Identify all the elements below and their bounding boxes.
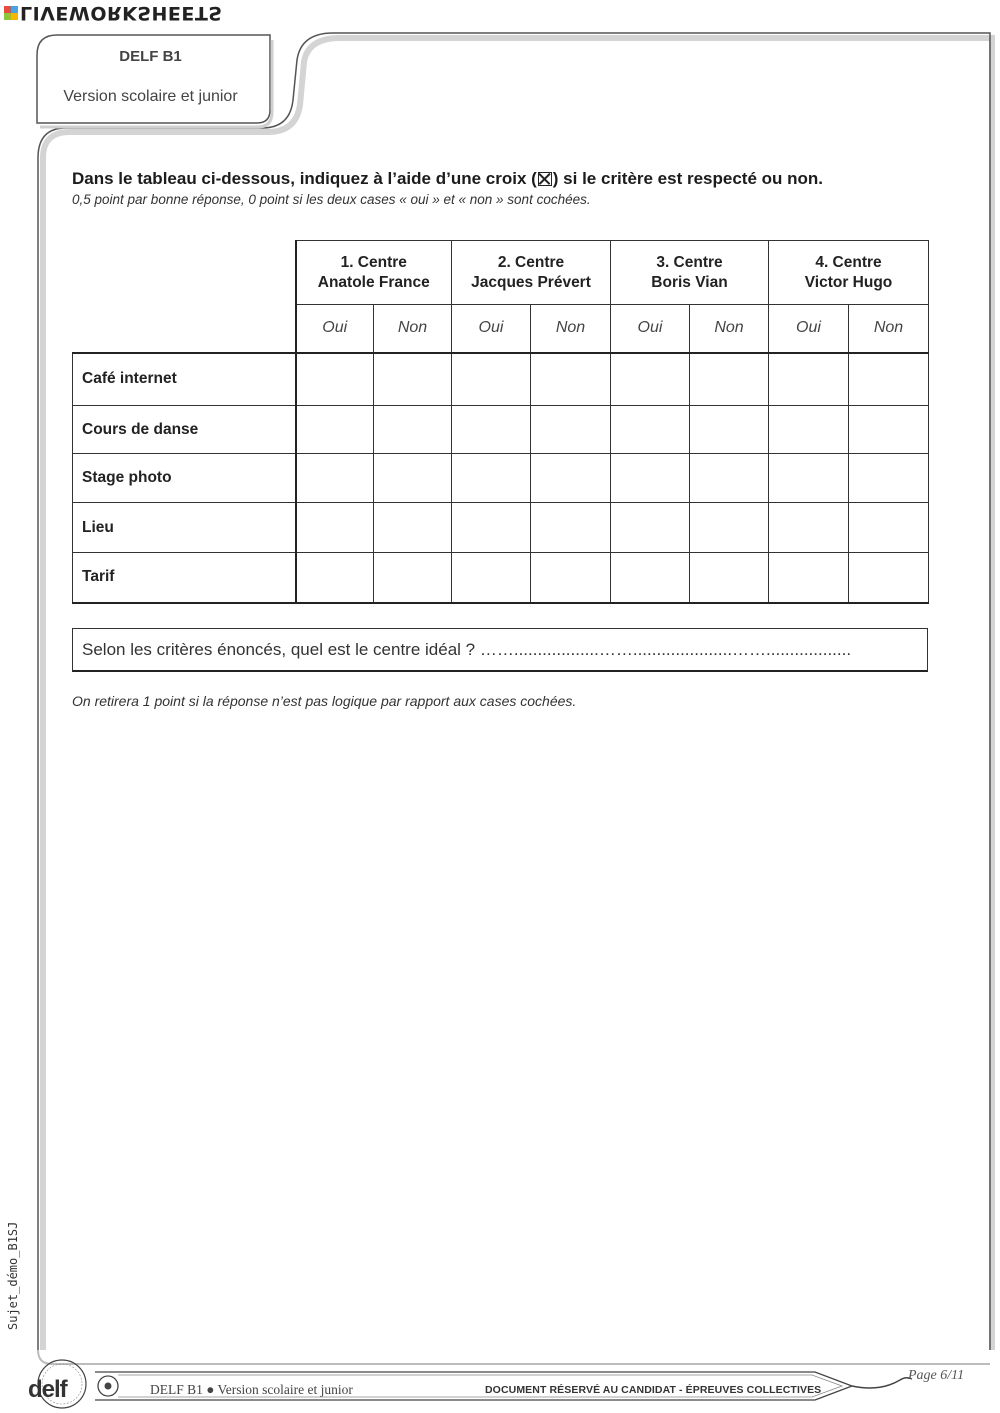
answer-cell[interactable]	[849, 503, 929, 553]
yes-no-row	[73, 305, 929, 353]
yes-label: Oui	[452, 305, 531, 353]
centre-header: 3. Centre Boris Vian	[611, 241, 769, 305]
table-row	[73, 553, 929, 603]
answer-cell[interactable]	[611, 503, 690, 553]
no-label: Non	[374, 305, 452, 353]
answer-cell[interactable]	[769, 353, 849, 406]
criterion-label: Lieu	[73, 503, 296, 553]
answer-cell[interactable]	[769, 553, 849, 603]
answer-cell[interactable]	[849, 553, 929, 603]
criterion-label: Tarif	[73, 553, 296, 603]
instruction-main	[72, 169, 823, 189]
answer-cell[interactable]	[690, 353, 769, 406]
answer-cell[interactable]	[849, 454, 929, 503]
criterion-label: Cours de danse	[73, 406, 296, 454]
watermark-text: LIVEWORKSHEETS	[20, 2, 223, 24]
table-row	[73, 454, 929, 503]
no-label: Non	[849, 305, 929, 353]
answer-cell[interactable]	[611, 353, 690, 406]
footer-candidate-notice: DOCUMENT RÉSERVÉ AU CANDIDAT - ÉPREUVES COLLECTIVES	[485, 1384, 822, 1396]
no-label: Non	[690, 305, 769, 353]
footer-exam-label: DELF B1 ● Version scolaire et junior	[150, 1382, 353, 1397]
centre-header: 1. Centre Anatole France	[296, 241, 452, 305]
answer-cell[interactable]	[849, 406, 929, 454]
scoring-note: 0,5 point par bonne réponse, 0 point si les deux cases « oui » et « non » sont cochées.	[72, 192, 591, 207]
answer-cell[interactable]	[452, 353, 531, 406]
penalty-note: On retirera 1 point si la réponse n’est pas logique par rapport aux cases cochées.	[72, 693, 577, 709]
answer-cell[interactable]	[452, 406, 531, 454]
answer-cell[interactable]	[611, 454, 690, 503]
answer-cell[interactable]	[531, 406, 611, 454]
answer-cell[interactable]	[374, 353, 452, 406]
table-row	[73, 406, 929, 454]
no-label: Non	[531, 305, 611, 353]
answer-cell[interactable]	[849, 353, 929, 406]
criterion-label: Stage photo	[73, 454, 296, 503]
ideal-centre-question[interactable]	[72, 628, 928, 672]
answer-cell[interactable]	[531, 454, 611, 503]
answer-cell[interactable]	[374, 454, 452, 503]
criteria-table	[72, 240, 929, 604]
centre-header: 4. Centre Victor Hugo	[769, 241, 929, 305]
answer-cell[interactable]	[690, 406, 769, 454]
checkbox-cross-icon	[538, 172, 552, 186]
delf-logo: delf	[28, 1376, 67, 1403]
answer-cell[interactable]	[296, 553, 374, 603]
answer-cell[interactable]	[296, 454, 374, 503]
yes-label: Oui	[769, 305, 849, 353]
centre-header: 2. Centre Jacques Prévert	[452, 241, 611, 305]
answer-cell[interactable]	[374, 406, 452, 454]
instruction-text-before: Dans le tableau ci-dessous, indiquez à l’aide d’une croix (	[72, 169, 537, 188]
answer-cell[interactable]	[690, 553, 769, 603]
document-code: Sujet_démo_B1SJ	[6, 1221, 20, 1330]
table-row	[73, 353, 929, 406]
table-row	[73, 503, 929, 553]
page-number: Page 6/11	[908, 1368, 965, 1383]
answer-cell[interactable]	[690, 503, 769, 553]
exam-title: DELF B1	[119, 48, 182, 65]
answer-cell[interactable]	[531, 503, 611, 553]
answer-cell[interactable]	[531, 353, 611, 406]
answer-cell[interactable]	[296, 503, 374, 553]
question-text: Selon les critères énoncés, quel est le centre idéal ? ……..................…….....................……..................	[82, 639, 852, 659]
answer-cell[interactable]	[531, 553, 611, 603]
answer-cell[interactable]	[690, 454, 769, 503]
answer-cell[interactable]	[374, 553, 452, 603]
exam-subtitle: Version scolaire et junior	[63, 88, 238, 105]
answer-cell[interactable]	[611, 406, 690, 454]
answer-cell[interactable]	[452, 503, 531, 553]
yes-label: Oui	[611, 305, 690, 353]
answer-cell[interactable]	[296, 353, 374, 406]
criterion-label: Café internet	[73, 353, 296, 406]
answer-cell[interactable]	[452, 553, 531, 603]
answer-cell[interactable]	[452, 454, 531, 503]
answer-cell[interactable]	[611, 553, 690, 603]
answer-cell[interactable]	[769, 406, 849, 454]
answer-cell[interactable]	[374, 503, 452, 553]
yes-label: Oui	[296, 305, 374, 353]
answer-cell[interactable]	[296, 406, 374, 454]
answer-cell[interactable]	[769, 454, 849, 503]
instruction-text-after: ) si le critère est respecté ou non.	[552, 169, 824, 188]
answer-cell[interactable]	[769, 503, 849, 553]
table-corner	[73, 241, 296, 305]
